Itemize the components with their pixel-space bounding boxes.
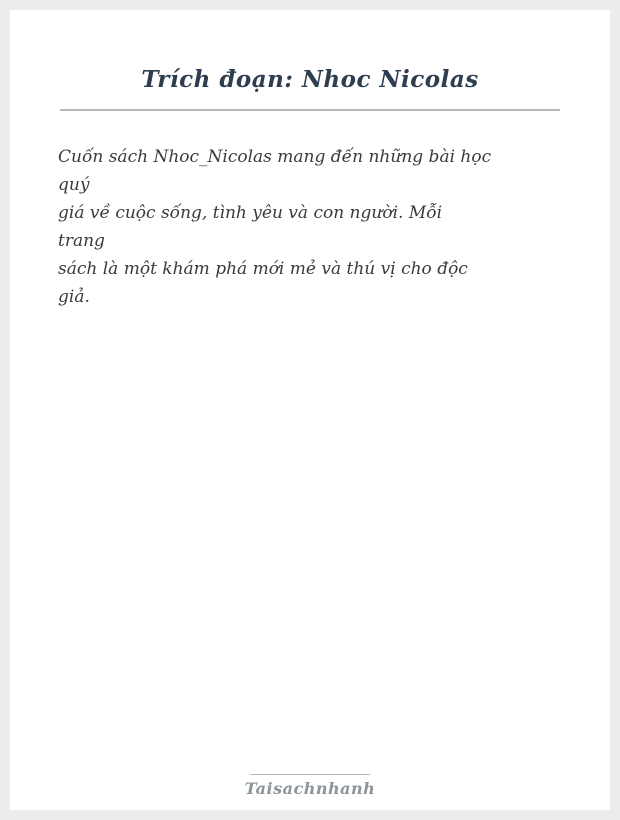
document-page bbox=[10, 10, 610, 810]
footer-divider bbox=[250, 774, 370, 775]
footer-brand: Taisachnhanh bbox=[244, 779, 376, 798]
excerpt-line: quý bbox=[58, 175, 90, 195]
page-header bbox=[10, 10, 610, 111]
excerpt-line: giá về cuộc sống, tình yêu và con người. Mỗi bbox=[58, 203, 443, 223]
page-footer bbox=[10, 774, 610, 798]
page-title: Trích đoạn: Nhoc Nicolas bbox=[141, 66, 479, 93]
excerpt-line: trang bbox=[58, 231, 105, 251]
excerpt-line: sách là một khám phá mới mẻ và thú vị cho độc bbox=[58, 259, 468, 279]
excerpt-line: giả. bbox=[58, 287, 90, 307]
excerpt-line: Cuốn sách Nhoc_Nicolas mang đến những bài học bbox=[58, 147, 492, 167]
header-divider bbox=[60, 109, 560, 111]
excerpt-paragraph bbox=[58, 143, 562, 311]
